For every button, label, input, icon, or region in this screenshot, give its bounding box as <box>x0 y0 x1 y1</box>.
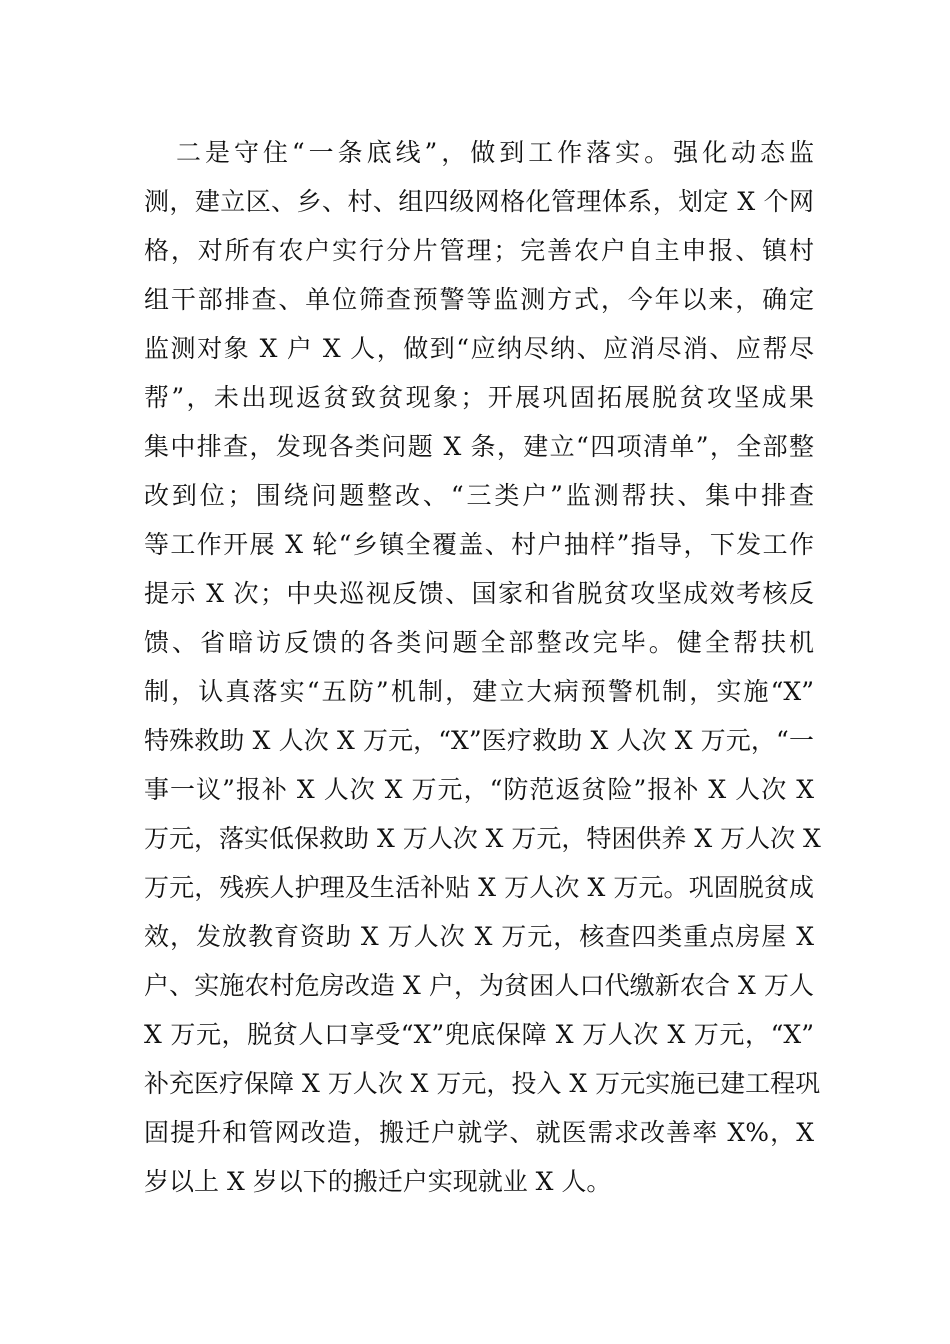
paragraph-line: X 万元，脱贫人口享受“X”兜底保障 X 万人次 X 万元，“X” <box>144 1020 814 1049</box>
paragraph-line: 固提升和管网改造，搬迁户就学、就医需求改善率 X%，X <box>144 1118 814 1147</box>
paragraph-line: 改到位；围绕问题整改、“三类户”监测帮扶、集中排查 <box>144 481 814 510</box>
paragraph-line: 补充医疗保障 X 万人次 X 万元，投入 X 万元实施已建工程巩 <box>144 1069 821 1098</box>
paragraph-line: 效，发放教育资助 X 万人次 X 万元，核查四类重点房屋 X <box>144 922 814 951</box>
paragraph-line: 格，对所有农户实行分片管理；完善农户自主申报、镇村 <box>144 236 814 265</box>
paragraph-line: 集中排查，发现各类问题 X 条，建立“四项清单”，全部整 <box>144 432 814 461</box>
paragraph-line: 制，认真落实“五防”机制，建立大病预警机制，实施“X” <box>144 677 814 706</box>
paragraph-line: 测，建立区、乡、村、组四级网格化管理体系，划定 X 个网 <box>144 187 814 216</box>
paragraph-line: 户、实施农村危房改造 X 户，为贫困人口代缴新农合 X 万人 <box>144 971 814 1000</box>
paragraph-line: 提示 X 次；中央巡视反馈、国家和省脱贫攻坚成效考核反 <box>144 579 814 608</box>
body-paragraph <box>144 128 821 1206</box>
paragraph-line: 组干部排查、单位筛查预警等监测方式，今年以来，确定 <box>144 285 814 314</box>
paragraph-line: 事一议”报补 X 人次 X 万元，“防范返贫险”报补 X 人次 X <box>144 775 814 804</box>
paragraph-line: 万元，落实低保救助 X 万人次 X 万元，特困供养 X 万人次 X <box>144 824 821 853</box>
paragraph-line: 馈、省暗访反馈的各类问题全部整改完毕。健全帮扶机 <box>144 628 814 657</box>
paragraph-line: 特殊救助 X 人次 X 万元，“X”医疗救助 X 人次 X 万元，“一 <box>144 726 814 755</box>
paragraph-line: 二是守住“一条底线”，做到工作落实。强化动态监 <box>176 138 814 167</box>
paragraph-line: 岁以上 X 岁以下的搬迁户实现就业 X 人。 <box>144 1167 612 1196</box>
paragraph-line: 监测对象 X 户 X 人，做到“应纳尽纳、应消尽消、应帮尽 <box>144 334 814 363</box>
paragraph-line: 帮”，未出现返贫致贫现象；开展巩固拓展脱贫攻坚成果 <box>144 383 814 412</box>
paragraph-line: 万元，残疾人护理及生活补贴 X 万人次 X 万元。巩固脱贫成 <box>144 873 814 902</box>
paragraph-line: 等工作开展 X 轮“乡镇全覆盖、村户抽样”指导，下发工作 <box>144 530 814 559</box>
